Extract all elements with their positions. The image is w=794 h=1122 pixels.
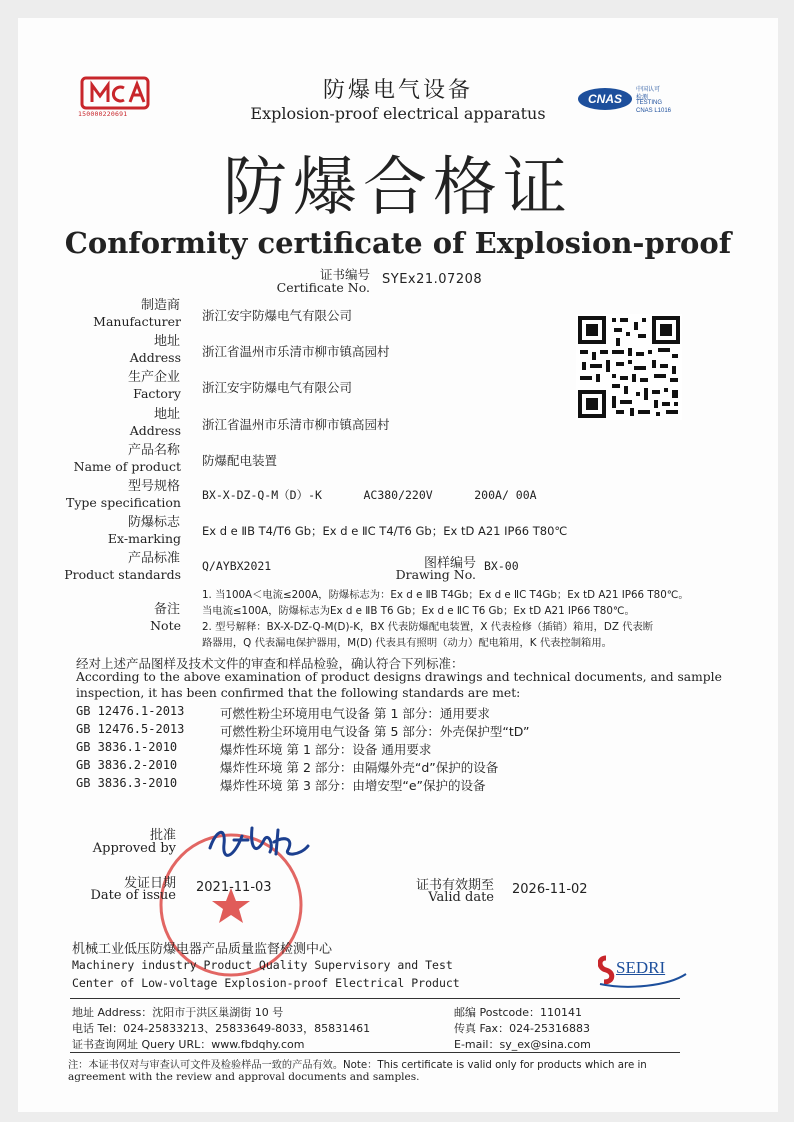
signature (204, 818, 314, 868)
footer-divider (70, 998, 680, 999)
standard-name: 可燃性粉尘环境用电气设备 第 5 部分：外壳保护型“tD” (220, 724, 530, 739)
standard-name: 爆炸性环境 第 1 部分：设备 通用要求 (220, 742, 432, 757)
approved-label-cn: 批准 (149, 828, 176, 843)
issuer-name-en-line2: Center of Low-voltage Explosion-proof Electrical Product (72, 976, 460, 990)
product-label-en: Name of product (73, 459, 181, 474)
sedri-logo-text: SEDRI (616, 958, 666, 977)
header-title-en: Explosion-proof electrical apparatus (250, 104, 546, 123)
marking-value: Ex d e ⅡB T4/T6 Gb；Ex d e ⅡC T4/T6 Gb；Ex tD A21 IP66 T80℃ (202, 524, 568, 538)
factory-value: 浙江安宇防爆电气有限公司 (202, 380, 353, 395)
standards-value: Q/AYBX2021 (202, 559, 272, 573)
factory-label-en: Factory (133, 386, 181, 401)
note-label-cn: 备注 (153, 602, 180, 617)
certificate-title-en: Conformity certificate of Explosion-proof (64, 226, 732, 260)
drawing-label-en: Drawing No. (395, 567, 476, 582)
certificate-title-cn: 防爆合格证 (223, 151, 573, 225)
standard-code: GB 12476.5-2013 (76, 722, 185, 736)
drawing-label-cn: 图样编号 (423, 556, 476, 571)
product-value: 防爆配电装置 (202, 453, 278, 468)
address2-label-cn: 地址 (153, 407, 180, 422)
footer-fax: 传真 Fax：024-25316883 (454, 1022, 591, 1035)
standard-name: 可燃性粉尘环境用电气设备 第 1 部分：通用要求 (220, 706, 490, 721)
qr-code (576, 314, 682, 420)
cnas-logo (578, 80, 688, 120)
manufacturer-label-cn: 制造商 (140, 298, 180, 313)
type-label-en: Type specification (66, 495, 181, 510)
standard-code: GB 12476.1-2013 (76, 704, 185, 718)
footer-address: 地址 Address：沈阳市于洪区巢湖街 10 号 (72, 1006, 284, 1019)
standards-label-en: Product standards (64, 567, 181, 582)
issue-label-en: Date of issue (90, 888, 176, 903)
footer-tel: 电话 Tel：024-25833213、25833649-8033，85831461 (72, 1022, 371, 1035)
issue-date: 2021-11-03 (196, 880, 272, 895)
manufacturer-value: 浙江安宇防爆电气有限公司 (202, 308, 353, 323)
address1-value: 浙江省温州市乐清市柳市镇高园村 (202, 344, 390, 359)
type-value: BX-X-DZ-Q-M（D）-K AC380/220V 200A/ 00A (202, 488, 537, 502)
valid-label-en: Valid date (428, 890, 494, 905)
issue-label-cn: 发证日期 (123, 876, 176, 891)
cert-number-label-en: Certificate No. (276, 280, 370, 295)
valid-label-cn: 证书有效期至 (415, 878, 494, 893)
address1-label-en: Address (129, 350, 181, 365)
cnas-line3: TESTING (636, 100, 663, 106)
standard-code: GB 3836.3-2010 (76, 776, 178, 790)
statement-en-line2: inspection, it has been confirmed that the following standards are met: (76, 686, 521, 700)
cnas-line2: 检测 (636, 94, 649, 101)
standards-label-cn: 产品标准 (127, 551, 180, 566)
address1-label-cn: 地址 (153, 334, 180, 349)
cnas-line4: CNAS L1016 (636, 108, 672, 114)
note-line4: 路器用，Q 代表漏电保护器用，M(D) 代表具有照明（动力）配电箱用，K 代表控制箱用。 (202, 637, 612, 649)
note-label-en: Note (150, 618, 181, 633)
manufacturer-label-en: Manufacturer (93, 314, 181, 329)
cma-code: 150000220691 (78, 110, 128, 118)
product-label-cn: 产品名称 (127, 443, 180, 458)
marking-label-cn: 防爆标志 (127, 515, 180, 530)
factory-label-cn: 生产企业 (127, 370, 180, 385)
cnas-line1: 中国认可 (636, 86, 661, 93)
drawing-value: BX-00 (484, 559, 519, 573)
sedri-logo (598, 952, 688, 988)
cert-number-label-cn: 证书编号 (319, 267, 370, 282)
footer-note-line1: 注：本证书仅对与审查认可文件及检验样品一致的产品有效。Note：This certificate is valid only for products which are in (68, 1060, 647, 1071)
header-title-cn: 防爆电气设备 (322, 78, 473, 103)
footer-postcode: 邮编 Postcode：110141 (454, 1006, 583, 1019)
footer-email: E-mail：sy_ex@sina.com (454, 1038, 591, 1051)
footer-note-line2: agreement with the review and approval documents and samples. (68, 1071, 420, 1083)
note-line3: 2. 型号解释：BX-X-DZ-Q-M(D)-K，BX 代表防爆配电装置，X 代表检修（插销）箱用，DZ 代表断 (202, 621, 654, 633)
address2-label-en: Address (129, 423, 181, 438)
standard-code: GB 3836.2-2010 (76, 758, 178, 772)
marking-label-en: Ex-marking (107, 531, 181, 546)
cnas-logo-mark: CNAS (578, 88, 632, 110)
cert-number: SYEx21.07208 (382, 272, 483, 287)
statement-cn: 经对上述产品图样及技术文件的审查和样品检验，确认符合下列标准： (76, 656, 464, 671)
issuer-name-cn: 机械工业低压防爆电器产品质量监督检测中心 (72, 942, 333, 957)
note-line1: 1. 当100A＜电流≤200A，防爆标志为：Ex d e ⅡB T4Gb；Ex d e ⅡC T4Gb；Ex tD A21 IP66 T80℃。 (202, 589, 689, 601)
address2-value: 浙江省温州市乐清市柳市镇高园村 (202, 417, 390, 432)
statement-en-line1: According to the above examination of product designs drawings and technical documents, and sample (76, 670, 722, 684)
issuer-name-en-line1: Machinery industry Product Quality Supervisory and Test (72, 958, 453, 972)
standard-name: 爆炸性环境 第 2 部分：由隔爆外壳“d”保护的设备 (220, 760, 499, 775)
certificate-page (18, 18, 778, 1112)
approved-label-en: Approved by (92, 841, 176, 856)
footer-query-url: 证书查询网址 Query URL：www.fbdqhy.com (72, 1038, 305, 1051)
type-label-cn: 型号规格 (127, 479, 180, 494)
standard-name: 爆炸性环境 第 3 部分：由增安型“e”保护的设备 (220, 778, 486, 793)
standard-code: GB 3836.1-2010 (76, 740, 178, 754)
footer-divider-2 (70, 1052, 680, 1053)
valid-date: 2026-11-02 (512, 882, 588, 897)
note-line2: 当电流≤100A，防爆标志为Ex d e ⅡB T6 Gb；Ex d e ⅡC T6 Gb；Ex tD A21 IP66 T80℃。 (202, 605, 635, 617)
